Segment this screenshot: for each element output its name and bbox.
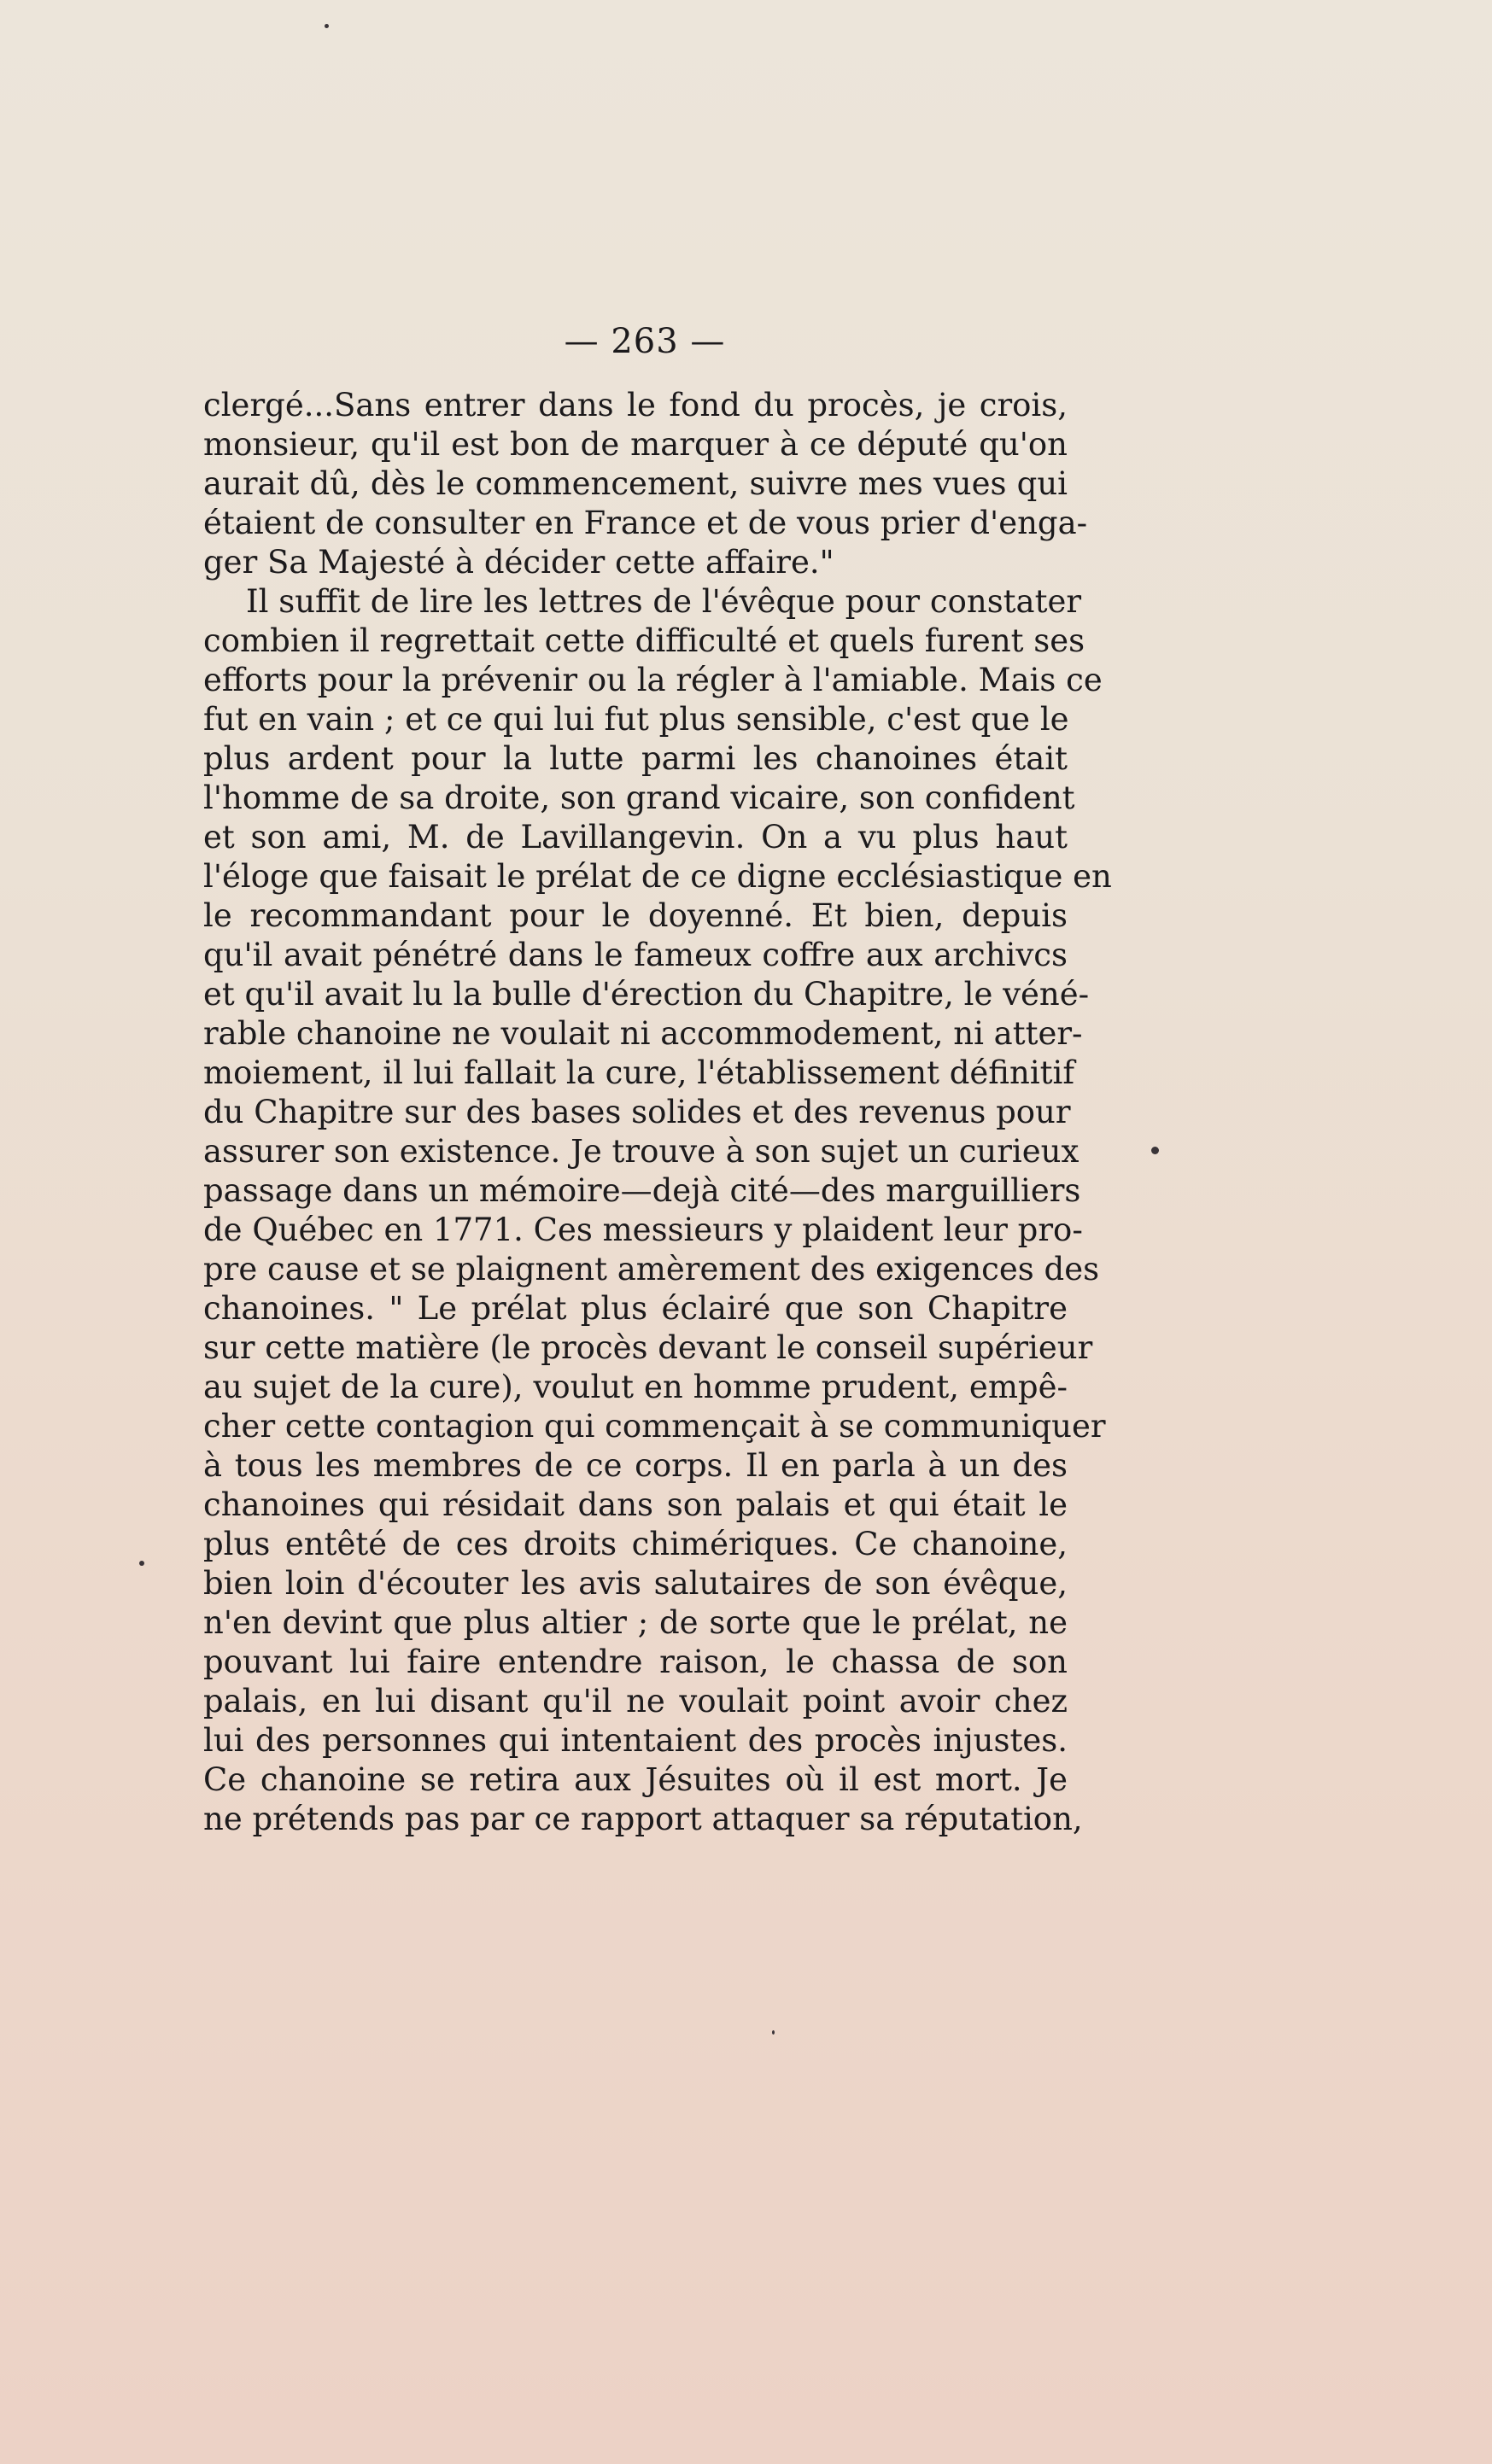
text-line: à tous les membres de ce corps. Il en parla à un des <box>203 1447 1068 1484</box>
text-line: le recommandant pour le doyenné. Et bien, depuis <box>203 897 1068 934</box>
text-line: pouvant lui faire entendre raison, le chassa de son <box>203 1644 1068 1680</box>
paper-speck <box>139 1561 144 1566</box>
text-line: au sujet de la cure), voulut en homme prudent, empê- <box>203 1369 1068 1405</box>
text-line: pre cause et se plaignent amèrement des exigences des <box>203 1251 1100 1287</box>
text-line: monsieur, qu'il est bon de marquer à ce député qu'on <box>203 426 1068 463</box>
text-line: aurait dû, dès le commencement, suivre mes vues qui <box>203 465 1068 502</box>
text-line: du Chapitre sur des bases solides et des revenus pour <box>203 1094 1071 1130</box>
page-number: — 263 — <box>564 322 726 361</box>
paper-speck <box>1151 1147 1159 1154</box>
text-line: et son ami, M. de Lavillangevin. On a vu plus haut <box>203 819 1068 855</box>
text-line: ger Sa Majesté à décider cette affaire." <box>203 544 834 581</box>
text-line: fut en vain ; et ce qui lui fut plus sensible, c'est que le <box>203 701 1069 738</box>
paper-speck <box>772 2030 775 2035</box>
text-line <box>203 1839 1068 1878</box>
text-line: Il suffit de lire les lettres de l'évêque pour constater <box>246 583 1082 620</box>
paper-speck <box>325 24 329 28</box>
text-line: l'éloge que faisait le prélat de ce digne ecclésiastique en <box>203 858 1112 895</box>
text-line: Ce chanoine se retira aux Jésuites où il est mort. Je <box>203 1761 1068 1798</box>
text-line: plus entêté de ces droits chimériques. Ce chanoine, <box>203 1526 1068 1562</box>
text-line: clergé...Sans entrer dans le fond du procès, je crois, <box>203 387 1068 423</box>
text-line: et qu'il avait lu la bulle d'érection du Chapitre, le véné- <box>203 976 1090 1013</box>
text-line: moiement, il lui fallait la cure, l'établissement définitif <box>203 1054 1075 1091</box>
text-line: rable chanoine ne voulait ni accommodement, ni atter- <box>203 1015 1083 1052</box>
text-line: plus ardent pour la lutte parmi les chanoines était <box>203 740 1068 777</box>
text-line: l'homme de sa droite, son grand vicaire, son confident <box>203 779 1075 816</box>
text-line: sur cette matière (le procès devant le conseil supérieur <box>203 1329 1093 1366</box>
text-line: passage dans un mémoire—dejà cité—des marguilliers <box>203 1172 1081 1209</box>
text-line: bien loin d'écouter les avis salutaires de son évêque, <box>203 1565 1068 1602</box>
text-line: étaient de consulter en France et de vous prier d'enga- <box>203 505 1088 541</box>
text-line: assurer son existence. Je trouve à son sujet un curieux <box>203 1133 1080 1170</box>
text-line: ne prétends pas par ce rapport attaquer sa réputation, <box>203 1801 1083 1837</box>
text-line: chanoines qui résidait dans son palais et qui était le <box>203 1486 1068 1523</box>
text-line: cher cette contagion qui commençait à se communiquer <box>203 1408 1106 1445</box>
body-text <box>203 386 1112 1878</box>
text-line: lui des personnes qui intentaient des procès injustes. <box>203 1722 1068 1759</box>
text-line: palais, en lui disant qu'il ne voulait point avoir chez <box>203 1683 1068 1720</box>
text-line: combien il regrettait cette difficulté et quels furent ses <box>203 622 1085 659</box>
text-line: de Québec en 1771. Ces messieurs y plaident leur pro- <box>203 1212 1083 1248</box>
text-line: qu'il avait pénétré dans le fameux coffre aux archivcs <box>203 937 1068 973</box>
text-line: efforts pour la prévenir ou la régler à l'amiable. Mais ce <box>203 662 1103 698</box>
text-line: chanoines. " Le prélat plus éclairé que son Chapitre <box>203 1290 1068 1327</box>
text-line: n'en devint que plus altier ; de sorte que le prélat, ne <box>203 1604 1068 1641</box>
